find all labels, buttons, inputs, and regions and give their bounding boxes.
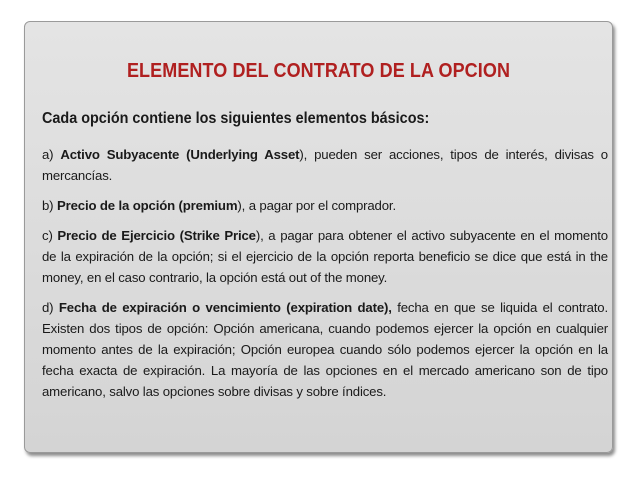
slide-content: [42, 110, 608, 411]
item-prefix: c): [42, 228, 58, 243]
intro-text: Cada opción contiene los siguientes elementos básicos:: [42, 110, 430, 127]
item-description: fecha en que se liquida el contrato. Existen dos tipos de opción: Opción americana, cuando podemos ejercer la opción en cualquier momento antes de la expiración; Opción europea cuando sólo podemos ejercer la opción en la fecha exacta de expiración. La mayoría de las opciones en el mercado americano son de tipo americano, salvo las opciones sobre divisas y sobre índices.: [42, 300, 608, 399]
item-prefix: b): [42, 198, 57, 213]
item-description: ), pueden ser acciones, tipos de interés, divisas o mercancías.: [42, 147, 608, 183]
slide-panel: [24, 21, 613, 453]
item-prefix: a): [42, 147, 61, 162]
slide-title: ELEMENTO DEL CONTRATO DE LA OPCION: [126, 60, 511, 82]
item-activo-subyacente: [42, 144, 608, 186]
item-fecha-expiracion: [42, 297, 608, 402]
item-precio-ejercicio: [42, 225, 608, 288]
item-term: Activo Subyacente (Underlying Asset: [60, 147, 300, 162]
item-prefix: d): [42, 300, 59, 315]
item-term: Fecha de expiración o vencimiento (expiration date),: [58, 300, 392, 315]
item-description: ), a pagar por el comprador.: [237, 198, 396, 213]
item-precio-opcion: [42, 195, 608, 216]
item-description: ), a pagar para obtener el activo subyacente en el momento de la expiración de la opción; si el ejercicio de la opción reporta beneficio se dice que está in the money, en el caso contrario, la opción está out of the money.: [42, 228, 608, 285]
item-term: Precio de Ejercicio (Strike Price: [57, 228, 256, 243]
item-term: Precio de la opción (premium: [56, 198, 238, 213]
